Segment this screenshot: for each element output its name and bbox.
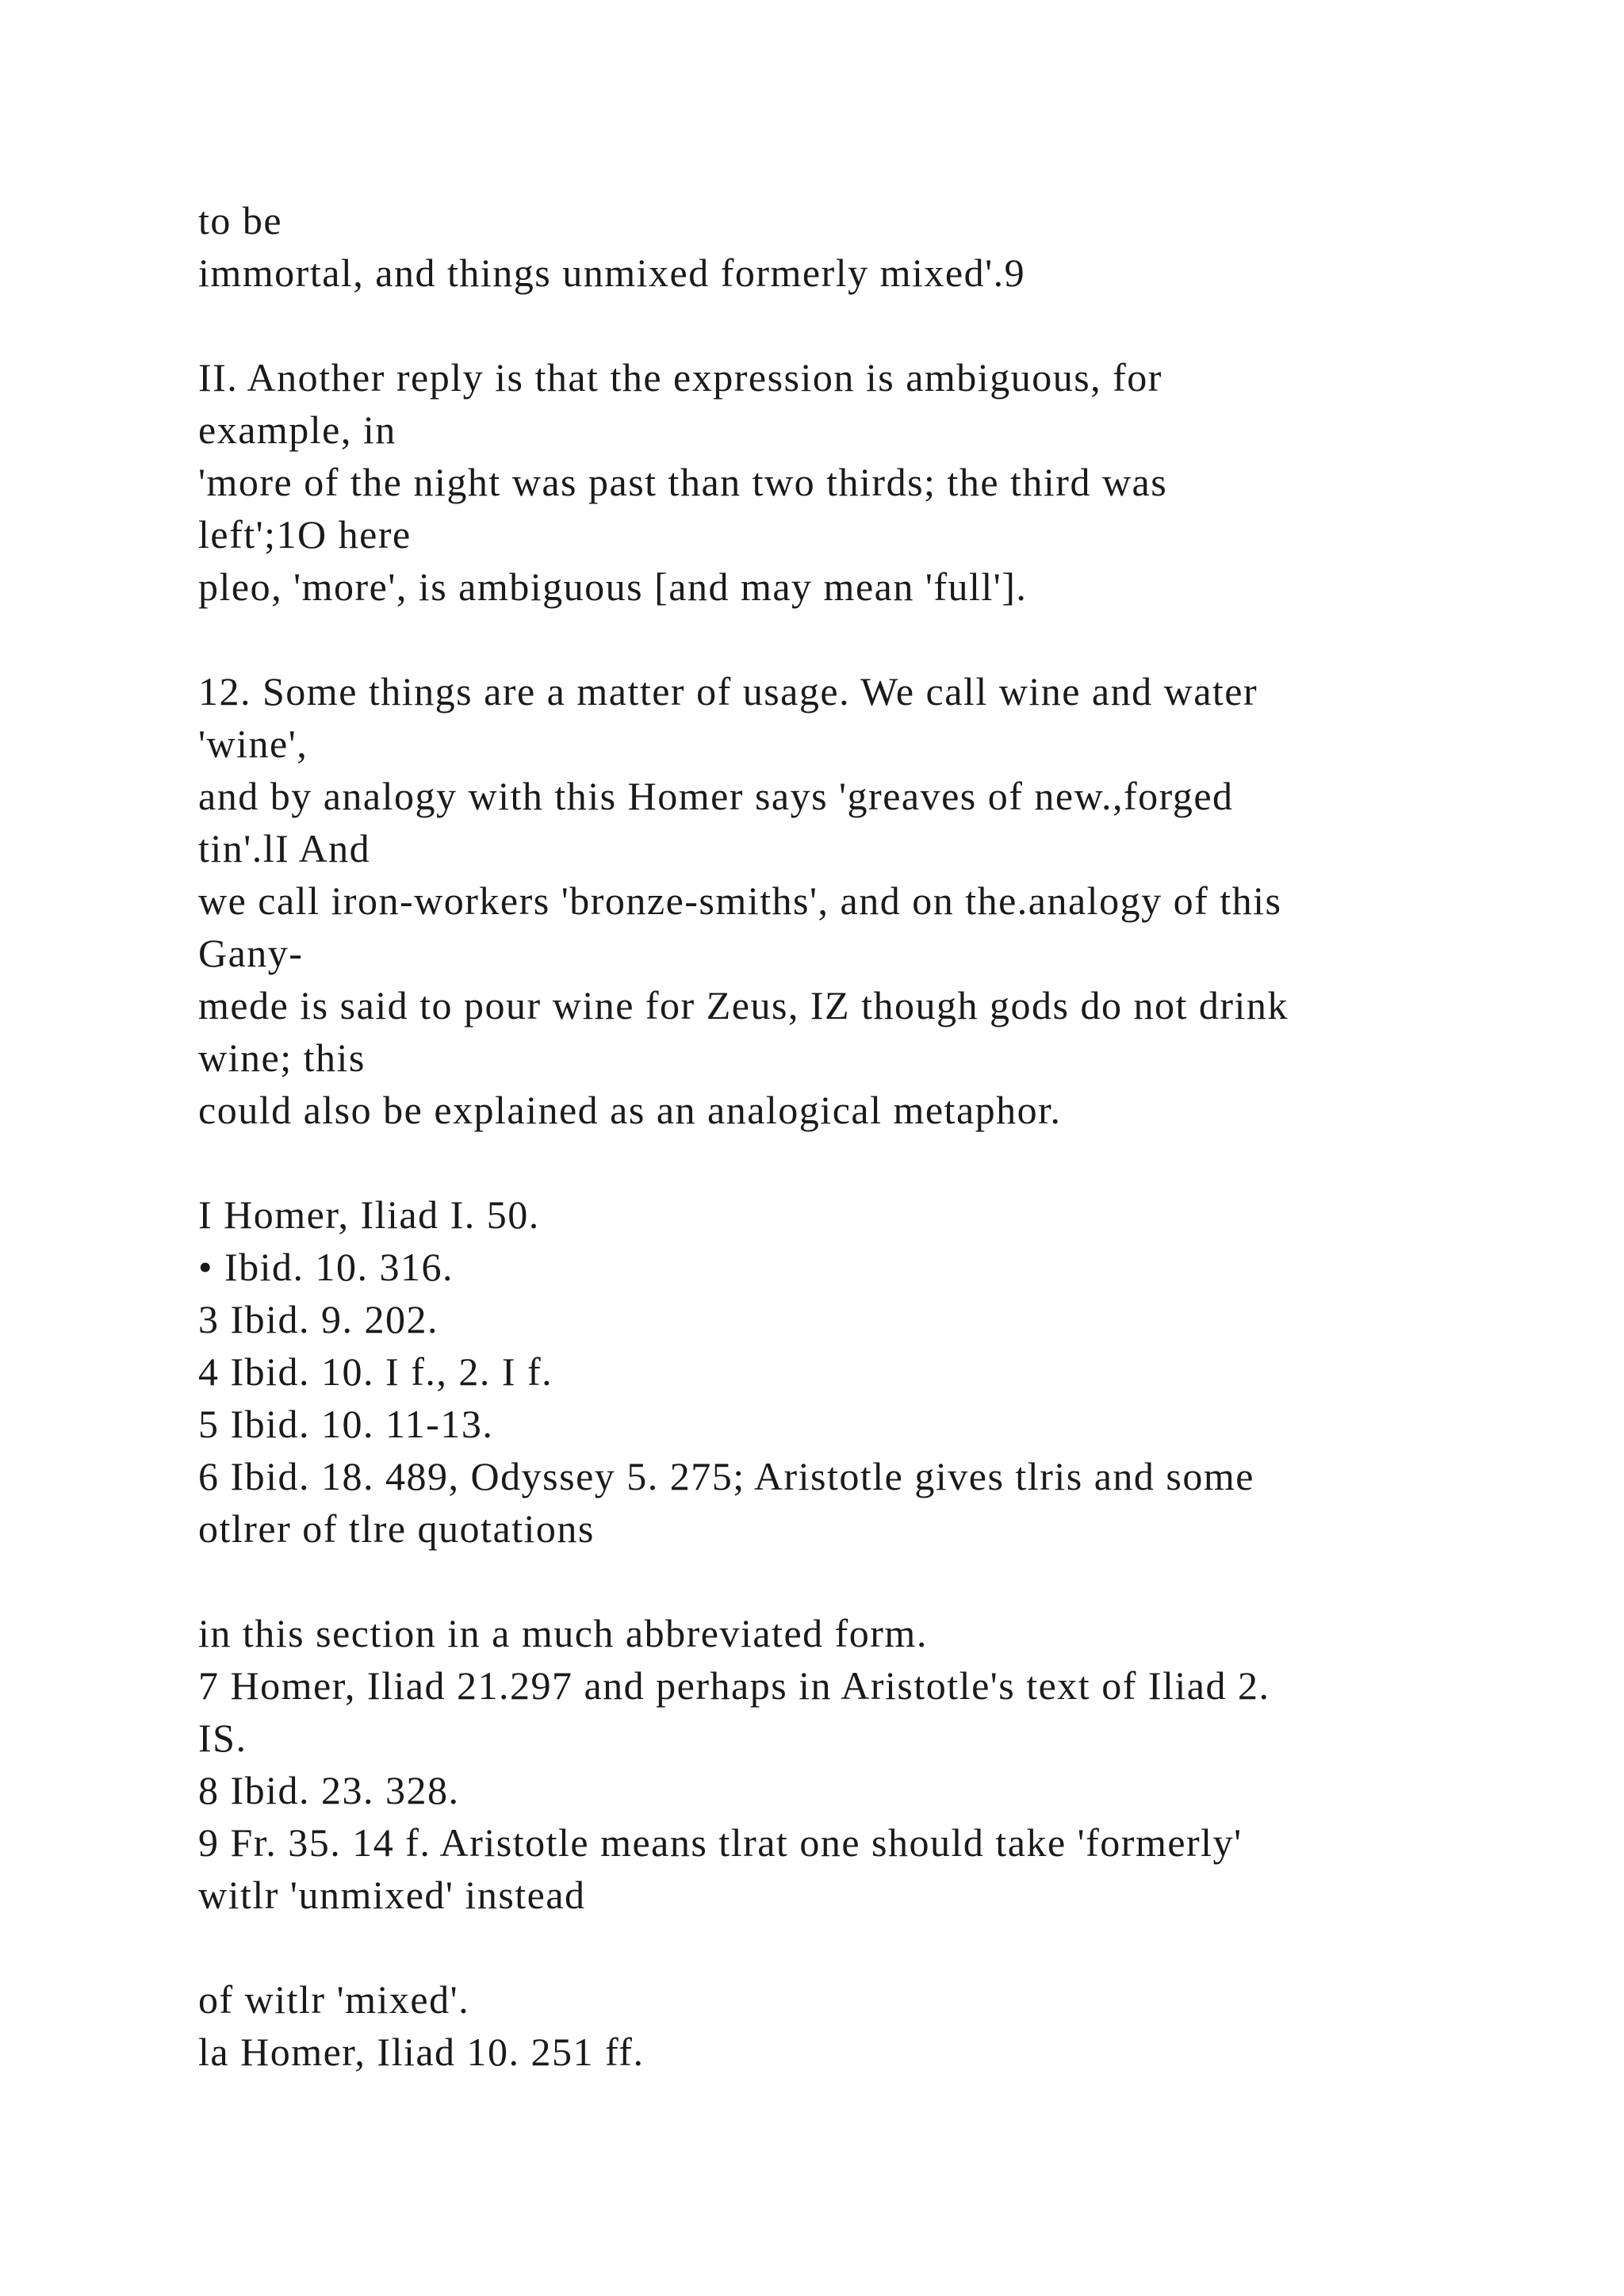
footnote-line: 5 Ibid. 10. 11-13. xyxy=(198,1402,494,1446)
text-line: 12. Some things are a matter of usage. We call wine and water xyxy=(198,669,1258,714)
text-line: could also be explained as an analogical metaphor. xyxy=(198,1088,1062,1132)
text-line: wine; this xyxy=(198,1035,366,1080)
footnote-line: in this section in a much abbreviated form. xyxy=(198,1611,928,1655)
blank-line xyxy=(198,613,1507,665)
text-line: pleo, 'more', is ambiguous [and may mean 'full']. xyxy=(198,564,1028,609)
text-line: we call iron-workers 'bronze-smiths', and on the.analogy of this xyxy=(198,878,1282,923)
text-line: II. Another reply is that the expression is ambiguous, for xyxy=(198,355,1162,400)
footnote-line: witlr 'unmixed' instead xyxy=(198,1873,586,1917)
text-line: and by analogy with this Homer says 'greaves of new.,forged xyxy=(198,774,1234,818)
footnote-line: 4 Ibid. 10. I f., 2. I f. xyxy=(198,1349,553,1394)
footnote-line: la Homer, Iliad 10. 251 ff. xyxy=(198,2030,645,2074)
blank-line xyxy=(198,299,1507,351)
document-page xyxy=(198,194,1507,2078)
footnote-line: 3 Ibid. 9. 202. xyxy=(198,1297,439,1341)
footnote-line: otlrer of tlre quotations xyxy=(198,1506,595,1551)
text-line: mede is said to pour wine for Zeus, IZ though gods do not drink xyxy=(198,983,1289,1027)
footnote-line: 6 Ibid. 18. 489, Odyssey 5. 275; Aristotle gives tlris and some xyxy=(198,1454,1254,1498)
text-line: 'wine', xyxy=(198,721,308,766)
blank-line xyxy=(198,1921,1507,1973)
footnote-line: 8 Ibid. 23. 328. xyxy=(198,1768,460,1812)
text-line: 'more of the night was past than two thirds; the third was xyxy=(198,460,1168,504)
text-line: tin'.lI And xyxy=(198,826,371,871)
text-line: to be xyxy=(198,198,283,243)
footnote-line: of witlr 'mixed'. xyxy=(198,1977,470,2022)
footnote-line: IS. xyxy=(198,1716,247,1760)
blank-line xyxy=(198,1555,1507,1607)
footnote-line: I Homer, Iliad I. 50. xyxy=(198,1192,540,1237)
footnote-line: 9 Fr. 35. 14 f. Aristotle means tlrat one should take 'formerly' xyxy=(198,1820,1243,1865)
text-line: left';1O here xyxy=(198,512,412,557)
text-line: immortal, and things unmixed formerly mixed'.9 xyxy=(198,251,1026,295)
blank-line xyxy=(198,1136,1507,1188)
footnote-line: • Ibid. 10. 316. xyxy=(198,1245,454,1289)
footnote-line: 7 Homer, Iliad 21.297 and perhaps in Aristotle's text of Iliad 2. xyxy=(198,1663,1270,1708)
text-line: Gany- xyxy=(198,931,304,975)
text-line: example, in xyxy=(198,408,396,452)
